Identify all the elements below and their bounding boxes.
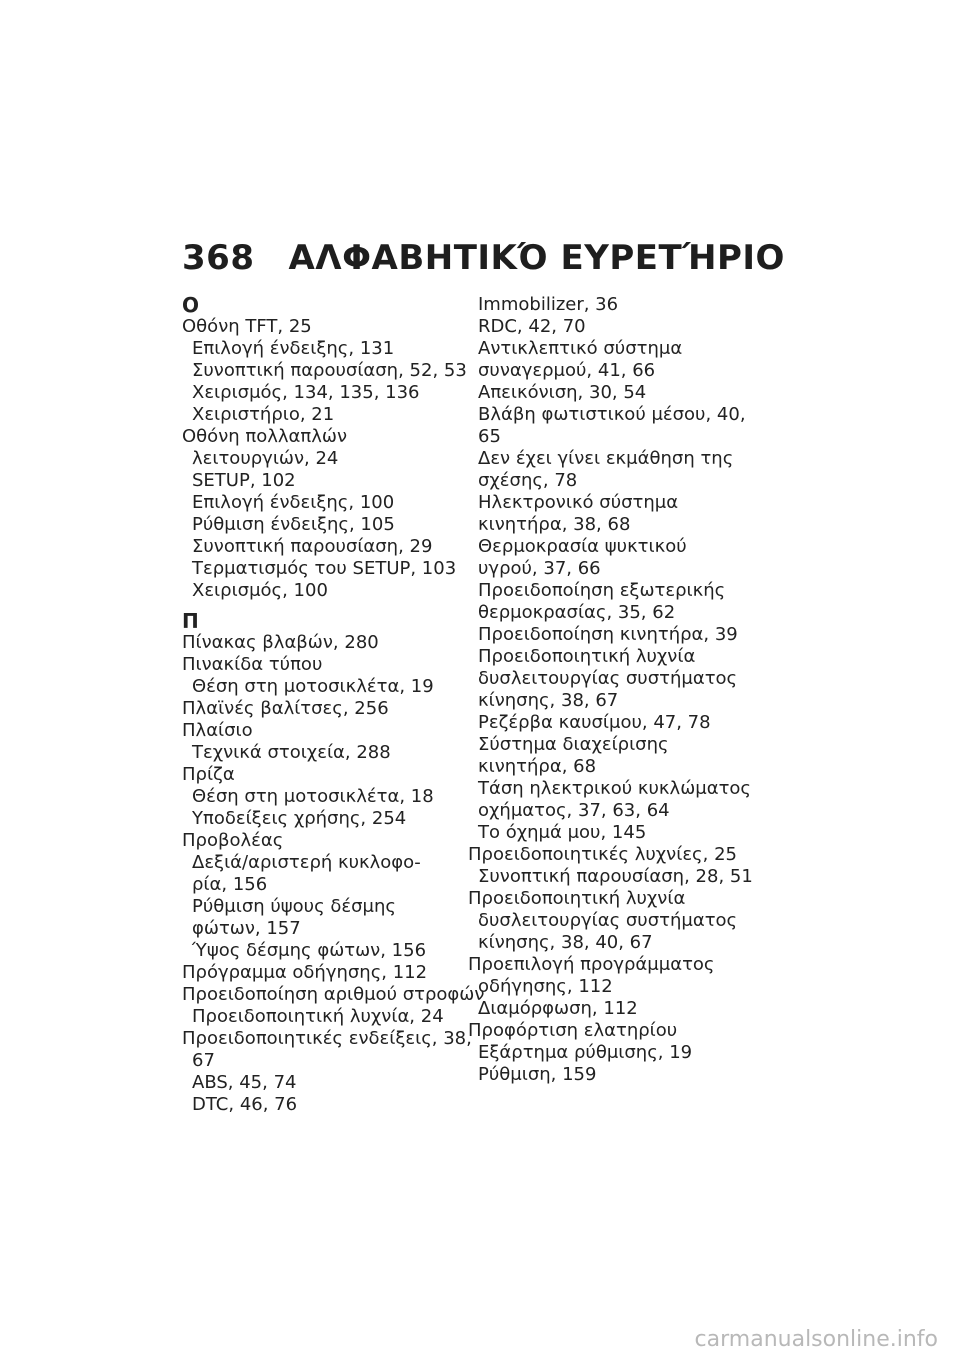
index-subentry: υγρού, 37, 66 [478,558,601,579]
index-subentry: κινητήρα, 68 [478,756,597,777]
index-entry: Πίνακας βλαβών, 280 [182,632,379,653]
index-subentry: φώτων, 157 [192,918,301,939]
index-subentry: Ρύθμιση, 159 [478,1064,597,1085]
index-subentry: Τεχνικά στοιχεία, 288 [192,742,391,763]
section-gap [182,602,482,610]
index-subentry: Επιλογή ένδειξης, 131 [192,338,395,359]
index-subentry: Υποδείξεις χρήσης, 254 [192,808,407,829]
index-subentry: κινητήρα, 38, 68 [478,514,631,535]
index-subentry: δυσλειτουργίας συστήματος [478,910,738,931]
index-section-letter: Ο [182,293,200,317]
index-subentry: λειτουργιών, 24 [192,448,339,469]
index-subentry: Προειδοποιητική λυχνία [478,646,696,667]
index-subentry: Χειρισμός, 100 [192,580,328,601]
index-subentry: DTC, 46, 76 [192,1094,298,1115]
index-subentry: 65 [478,426,501,447]
index-subentry: Δεξιά/αριστερή κυκλοφο- [192,852,421,873]
index-entry: Πρίζα [182,764,235,785]
index-subentry: Συνοπτική παρουσίαση, 28, 51 [478,866,753,887]
index-subentry: Ύψος δέσμης φώτων, 156 [192,940,427,961]
index-entry: Πλαίσιο [182,720,253,741]
index-subentry: ρία, 156 [192,874,268,895]
index-subentry: οδήγησης, 112 [478,976,613,997]
index-entry: Προειδοποιητικές ενδείξεις, 38, [182,1028,472,1049]
index-subentry: Immobilizer, 36 [478,294,619,315]
index-subentry: συναγερμού, 41, 66 [478,360,656,381]
index-subentry: κίνησης, 38, 67 [478,690,619,711]
index-subentry: Συνοπτική παρουσίαση, 52, 53 [192,360,467,381]
index-entry: Προεπιλογή προγράμματος [468,954,715,975]
index-subentry: Ηλεκτρονικό σύστημα [478,492,679,513]
index-subentry: Το όχημά μου, 145 [478,822,647,843]
index-subentry: Χειριστήριο, 21 [192,404,335,425]
index-subentry: 67 [192,1050,215,1071]
index-subentry: Θέση στη μοτοσικλέτα, 18 [192,786,434,807]
index-subentry: SETUP, 102 [192,470,296,491]
index-subentry: Προειδοποιητική λυχνία, 24 [192,1006,444,1027]
index-column-right [468,294,768,1086]
index-entry: Προβολέας [182,830,284,851]
index-entry: Οθόνη πολλαπλών [182,426,348,447]
index-subentry: Αντικλεπτικό σύστημα [478,338,683,359]
index-subentry: Συνοπτική παρουσίαση, 29 [192,536,433,557]
index-entry: Πρόγραμμα οδήγησης, 112 [182,962,428,983]
index-subentry: Δεν έχει γίνει εκμάθηση της [478,448,734,469]
index-subentry: Απεικόνιση, 30, 54 [478,382,647,403]
index-subentry: Ρεζέρβα καυσίμου, 47, 78 [478,712,711,733]
index-subentry: Θερμοκρασία ψυκτικού [478,536,687,557]
index-subentry: κίνησης, 38, 40, 67 [478,932,653,953]
index-entry: Οθόνη TFT, 25 [182,316,312,337]
index-subentry: Τάση ηλεκτρικού κυκλώματος [478,778,751,799]
index-subentry: δυσλειτουργίας συστήματος [478,668,738,689]
index-entry: Προειδοποιητικές λυχνίες, 25 [468,844,737,865]
index-subentry: Τερματισμός του SETUP, 103 [192,558,457,579]
index-subentry: οχήματος, 37, 63, 64 [478,800,670,821]
index-subentry: Εξάρτημα ρύθμισης, 19 [478,1042,693,1063]
index-subentry: ABS, 45, 74 [192,1072,297,1093]
index-entry: Προφόρτιση ελατηρίου [468,1020,678,1041]
page-title: ΑΛΦΑΒΗΤΙΚΌ ΕΥΡΕΤΉΡΙΟ [288,238,785,278]
index-subentry: Σύστημα διαχείρισης [478,734,669,755]
index-subentry: Προειδοποίηση εξωτερικής [478,580,726,601]
index-subentry: σχέσης, 78 [478,470,578,491]
page-header [182,238,785,278]
page-number: 368 [182,238,255,278]
index-section-letter: Π [182,609,199,633]
index-subentry: θερμοκρασίας, 35, 62 [478,602,676,623]
index-entry: Προειδοποίηση αριθμού στροφών [182,984,485,1005]
index-column-left [182,293,485,1116]
index-entry: Προειδοποιητική λυχνία [468,888,686,909]
index-subentry: Διαμόρφωση, 112 [478,998,638,1019]
index-subentry: Ρύθμιση ένδειξης, 105 [192,514,395,535]
index-entry: Πλαϊνές βαλίτσες, 256 [182,698,389,719]
index-subentry: Προειδοποίηση κινητήρα, 39 [478,624,738,645]
watermark: carmanualsonline.info [694,1327,938,1352]
index-subentry: Βλάβη φωτιστικού μέσου, 40, [478,404,746,425]
index-subentry: Χειρισμός, 134, 135, 136 [192,382,420,403]
index-subentry: Επιλογή ένδειξης, 100 [192,492,395,513]
index-entry: Πινακίδα τύπου [182,654,323,675]
index-subentry: RDC, 42, 70 [478,316,586,337]
index-subentry: Ρύθμιση ύψους δέσμης [192,896,396,917]
index-subentry: Θέση στη μοτοσικλέτα, 19 [192,676,434,697]
